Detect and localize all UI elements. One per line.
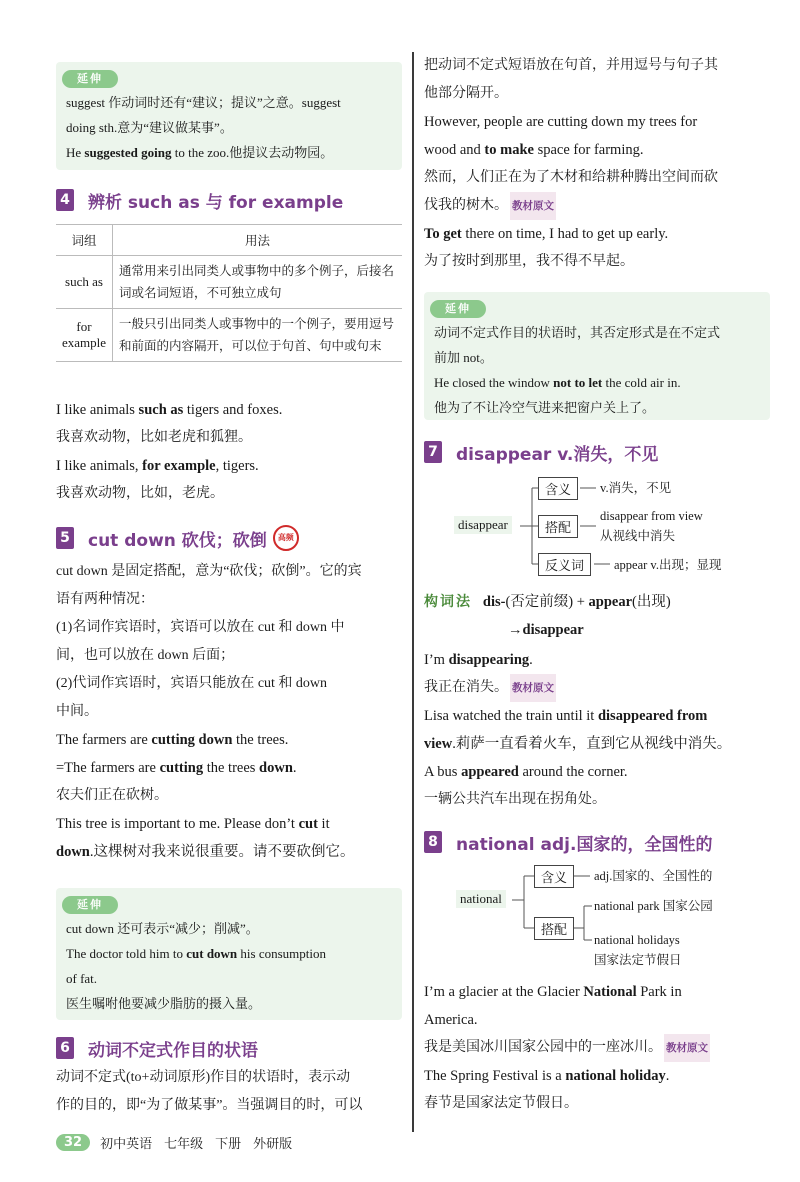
mindmap-text: 国家法定节假日 [594, 953, 682, 967]
source-tag: 教材原文 [510, 674, 556, 702]
text-line: (2)代词作宾语时，宾语只能放在 cut 和 down [56, 676, 328, 691]
text-line: 语有两种情况： [56, 592, 154, 607]
example-line: 为了按时到那里，我不得不早起。 [424, 254, 634, 269]
example-line: wood and to make space for farming. [424, 142, 644, 158]
word-formation [424, 588, 671, 644]
section-number: 8 [424, 831, 442, 853]
section-number: 6 [56, 1037, 74, 1059]
mindmap-node: 搭配 [534, 917, 574, 940]
example-line: =The farmers are cutting the trees down. [56, 760, 297, 776]
text-line: 医生嘱咐他要减少脂肪的摄入量。 [66, 996, 262, 1011]
section-title: 辨析 such as 与 for example [88, 192, 344, 213]
text-line: (1)名词作宾语时，宾语可以放在 cut 和 down 中 [56, 620, 345, 635]
section-title: cut down 砍伐；砍倒 [88, 530, 267, 551]
text-line: doing sth.意为“建议做某事”。 [66, 120, 233, 135]
example-line: This tree is important to me. Please don’t cut it [56, 816, 330, 832]
mindmap-text: national park 国家公园 [594, 899, 713, 913]
table-row [56, 309, 402, 362]
high-frequency-stamp-icon: 高频 [273, 525, 299, 551]
text-line: 动词不定式作目的状语时，其否定形式是在不定式 [434, 325, 721, 340]
examples-8 [424, 978, 770, 1118]
extension-tag: 延伸 [62, 896, 118, 914]
section-heading-8 [424, 830, 712, 854]
examples-7 [424, 646, 731, 814]
text-line: 动词不定式(to+动词原形)作目的状语时，表示动 [56, 1070, 351, 1085]
text-line: 把动词不定式短语放在句首，并用逗号与句子其 [424, 58, 718, 73]
section-6-continued [424, 52, 718, 276]
mindmap-text: adj.国家的、全国性的 [594, 869, 713, 883]
mindmap-node: 搭配 [538, 515, 578, 538]
example-line: 我喜欢动物，比如，老虎。 [56, 486, 224, 501]
mindmap-node: 反义词 [538, 553, 591, 576]
example-line: 我正在消失。 教材原文 [424, 674, 731, 702]
section-heading-4 [56, 188, 343, 212]
mindmap-text: disappear from view [600, 509, 703, 523]
example-line: 我是美国冰川国家公园中的一座冰川。 教材原文 [424, 1034, 770, 1062]
example-line: 农夫们正在砍树。 [56, 788, 168, 803]
word-formation-line: →disappear [508, 622, 584, 638]
example-line: 伐我的树木。 教材原文 [424, 192, 718, 220]
section-heading-6 [56, 1036, 258, 1060]
example-line: The farmers are cutting down the trees. [56, 732, 289, 748]
text-line: He closed the window not to let the cold air in. [434, 375, 681, 390]
example-line: view.莉萨一直看着火车，直到它从视线中消失。 [424, 736, 732, 752]
table-header-row [56, 225, 402, 256]
example-line: America. [424, 1012, 478, 1028]
text-line: suggest 作动词时还有“建议；提议”之意。suggest [66, 95, 341, 110]
extension-tag: 延伸 [62, 70, 118, 88]
example-line: To get there on time, I had to get up early. [424, 226, 669, 242]
example-line: down.这棵树对我来说很重要。请不要砍倒它。 [56, 844, 355, 860]
table-term: for example [56, 309, 113, 362]
text-line: He suggested going to the zoo.他提议去动物园。 [66, 145, 334, 160]
mindmap-national [424, 862, 770, 972]
mindmap-text: 从视线中消失 [600, 529, 676, 543]
usage-table [56, 224, 402, 362]
text-line: 间，也可以放在 down 后面； [56, 648, 235, 663]
mindmap-node: 含义 [534, 865, 574, 888]
section-title: disappear v.消失，不见 [456, 444, 659, 465]
table-header: 词组 [56, 225, 113, 256]
section-6-body [56, 1064, 362, 1120]
table-desc: 一般只引出同类人或事物中的一个例子，要用逗号和前面的内容隔开，可以位于句首、句中或句末 [113, 309, 402, 362]
mindmap-root: national [456, 890, 506, 908]
extension-box [56, 888, 402, 1020]
extension-tag: 延伸 [430, 300, 486, 318]
book-edition: 外研版 [253, 1136, 293, 1152]
table-term: such as [56, 256, 113, 309]
extension-box [56, 62, 402, 170]
section-heading-5 [56, 526, 299, 550]
table-desc: 通常用来引出同类人或事物中的多个例子，后接名词或名词短语，不可独立成句 [113, 256, 402, 309]
text-line: 他为了不让冷空气进来把窗户关上了。 [434, 400, 656, 415]
text-line: cut down 是固定搭配，意为“砍伐；砍倒”。它的宾 [56, 564, 362, 579]
text-line: of fat. [66, 971, 98, 986]
example-line: Lisa watched the train until it disappeared from [424, 708, 708, 724]
source-tag: 教材原文 [510, 192, 556, 220]
text-line: 中间。 [56, 704, 98, 719]
example-line: A bus appeared around the corner. [424, 764, 628, 780]
table-header: 用法 [113, 225, 402, 256]
example-line: 一辆公共汽车出现在拐角处。 [424, 792, 606, 807]
word-formation-label: 构词法 [424, 594, 472, 610]
page-number: 32 [56, 1134, 90, 1151]
section-title: national adj.国家的，全国性的 [456, 834, 713, 855]
example-line: I like animals, for example, tigers. [56, 458, 259, 474]
example-line: 然而，人们正在为了木材和给耕种腾出空间而砍 [424, 170, 718, 185]
mindmap-node: 含义 [538, 477, 578, 500]
book-subject: 初中英语 [100, 1136, 153, 1152]
section-number: 7 [424, 441, 442, 463]
example-line: I’m a glacier at the Glacier National Park in [424, 984, 682, 1000]
book-volume: 下册 [215, 1136, 242, 1152]
example-line: I like animals such as tigers and foxes. [56, 402, 283, 418]
example-line: The Spring Festival is a national holiday. [424, 1068, 670, 1084]
example-line: I’m disappearing. [424, 652, 533, 668]
mindmap-root: disappear [454, 516, 512, 534]
mindmap-text: v.消失，不见 [600, 481, 672, 495]
example-line: 春节是国家法定节假日。 [424, 1096, 578, 1111]
section-number: 5 [56, 527, 74, 549]
example-line: However, people are cutting down my trees for [424, 114, 698, 130]
book-grade: 七年级 [164, 1136, 204, 1152]
mindmap-disappear [424, 472, 770, 582]
mindmap-text: national holidays [594, 933, 680, 947]
source-tag: 教材原文 [664, 1034, 710, 1062]
examples-4 [56, 396, 282, 508]
extension-box [424, 292, 770, 420]
word-formation-line: 构词法 dis-(否定前缀) + appear(出现) [424, 594, 671, 610]
section-5-body [56, 558, 362, 866]
column-divider [412, 52, 414, 1132]
section-number: 4 [56, 189, 74, 211]
text-line: 他部分隔开。 [424, 86, 508, 101]
text-line: The doctor told him to cut down his consumption [66, 946, 327, 961]
example-line: 我喜欢动物，比如老虎和狐狸。 [56, 430, 252, 445]
page-footer [56, 1130, 304, 1154]
section-title: 动词不定式作目的状语 [88, 1040, 258, 1061]
text-line: cut down 还可表示“减少；削减”。 [66, 921, 259, 936]
section-heading-7 [424, 440, 658, 464]
text-line: 作的目的，即“为了做某事”。当强调目的时，可以 [56, 1098, 363, 1113]
table-row [56, 256, 402, 309]
mindmap-text: appear v.出现；显现 [614, 558, 722, 572]
text-line: 前加 not。 [434, 350, 493, 365]
